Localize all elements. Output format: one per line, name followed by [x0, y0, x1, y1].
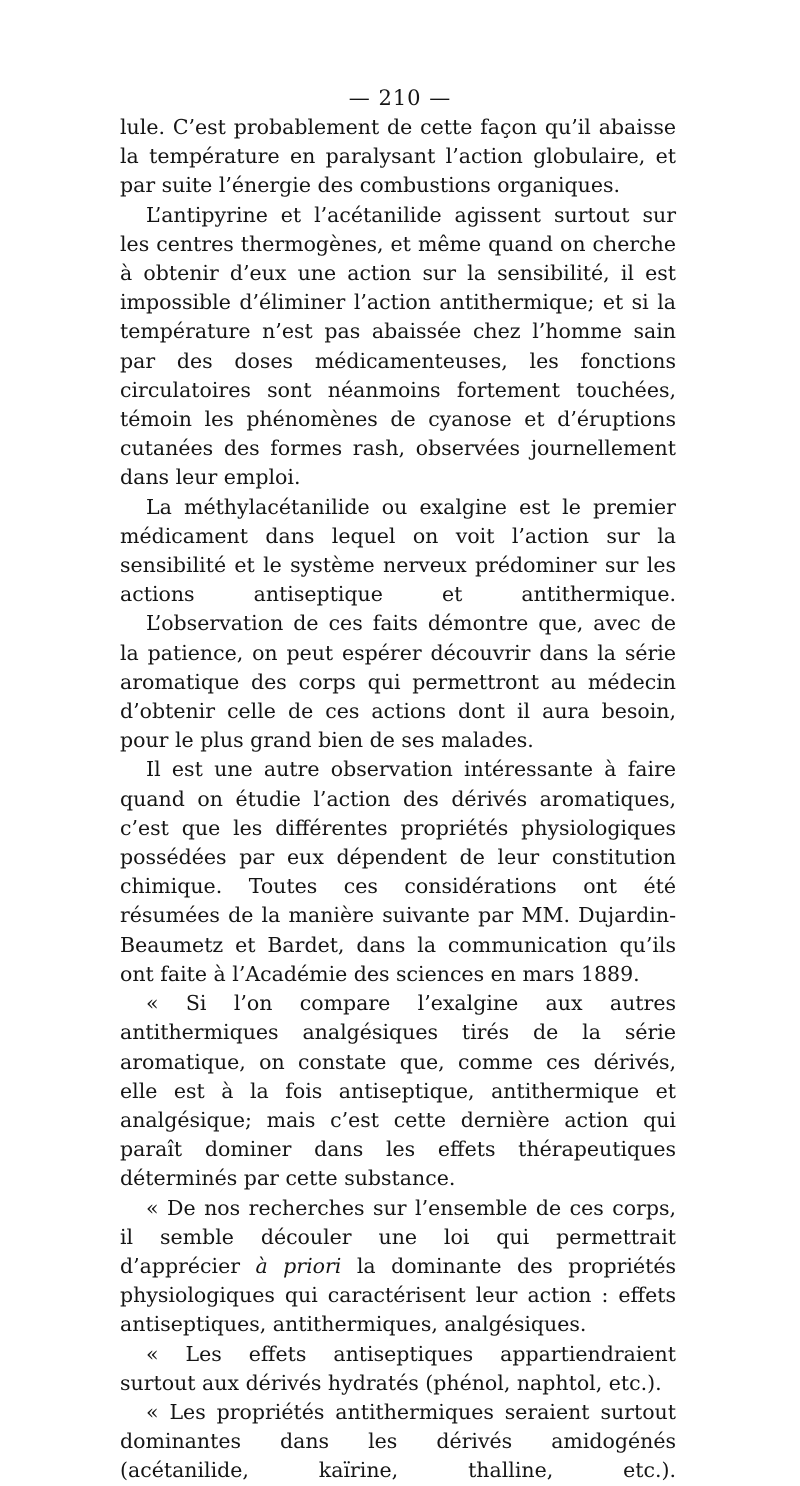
italic-a-priori: à priori	[255, 1253, 342, 1278]
paragraph-7-start: « De nos recherches sur l’ensemble de ces corps, il semble découler une loi qui permettrait d’apprécier	[120, 1195, 676, 1278]
paragraph-8: « Les effets antiseptiques appartiendraient surtout aux dérivés hydratés (phénol, naphtol, etc.).	[120, 1341, 676, 1395]
paragraph-7	[120, 1194, 676, 1340]
paragraph-1: lule. C’est probablement de cette façon qu’il abaisse la température en paralysant l’action globulaire, et par suite l’énergie des combustions organiques.	[120, 115, 676, 198]
paragraph-3: La méthylacétanilide ou exalgine est le premier médicament dans lequel on voit l’action sur la sensibilité et le système nerveux prédominer sur les actions antiseptique et antithermique.	[120, 494, 676, 607]
paragraph-4: L’observation de ces faits démontre que, avec de la patience, on peut espérer découvrir dans la série aromatique des corps qui permettront au médecin d’obtenir celle de ces actions dont il aura besoin, pour le plus grand bien de ses malades.	[120, 611, 676, 753]
page-number: — 210 —	[348, 86, 452, 110]
paragraph-6: « Si l’on compare l’exalgine aux autres antithermiques analgésiques tirés de la série aromatique, on constate que, comme ces dérivés, elle est à la fois antiseptique, antithermique et analgésique; mais c’est cette dernière action qui paraît dominer dans les effets thérapeutiques déterminés par cette substance.	[120, 991, 676, 1191]
paragraph-9: « Les propriétés antithermiques seraient surtout dominantes dans les dérivés amidogénés (acétanilide, kaïrine, thalline, etc.).	[120, 1399, 676, 1483]
paragraph-5: Il est une autre observation intéressante à faire quand on étudie l’action des dérivés aromatiques, c’est que les différentes propriétés physiologiques possédées par eux dépendent de leur constitution chimique. Toutes ces considérations ont été résumées de la manière suivante par MM. Dujardin-Beaumetz et Bardet, dans la communication qu’ils ont faite à l’Académie des sciences en mars 1889.	[120, 757, 676, 986]
paragraph-7-end: la dominante des propriétés physiologiques qui caractérisent leur action : effets antiseptiques, antithermiques, analgésiques.	[120, 1253, 676, 1337]
body-text	[120, 113, 676, 1486]
paragraph-2: L’antipyrine et l’acétanilide agissent surtout sur les centres thermogènes, et même quand on cherche à obtenir d’eux une action sur la sensibilité, il est impossible d’éliminer l’action antithermique; et si la température n’est pas abaissée chez l’homme sain par des doses médicamenteuses, les fonctions circulatoires sont néanmoins fortement touchées, témoin les phénomènes de cyanose et d’éruptions cutanées des formes rash, observées journellement dans leur emploi.	[120, 202, 676, 490]
